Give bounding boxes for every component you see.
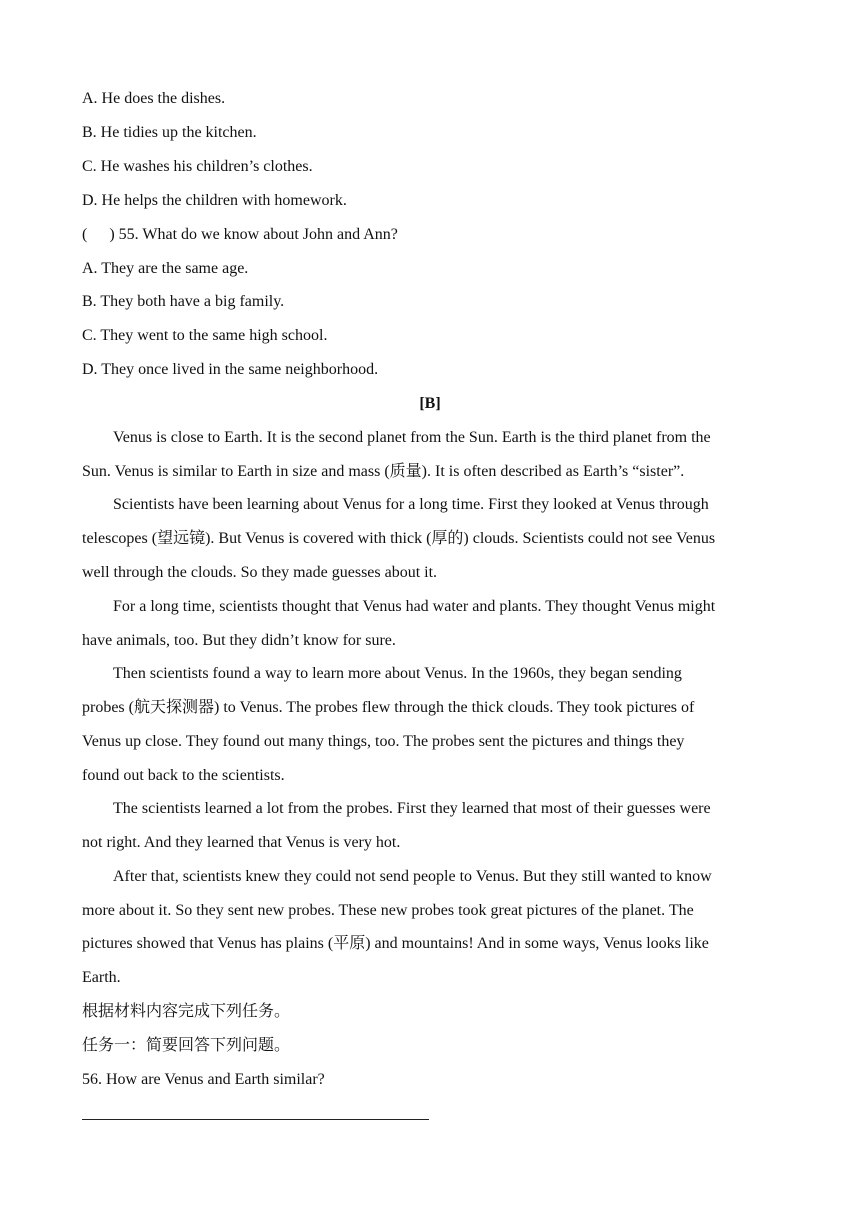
q54-option-c: C. He washes his children’s clothes. bbox=[82, 158, 313, 175]
q55-option-d: D. They once lived in the same neighborhood. bbox=[82, 361, 379, 378]
q54-option-d: D. He helps the children with homework. bbox=[82, 192, 347, 209]
passage-line: Sun. Venus is similar to Earth in size and mass (质量). It is often described as Earth’s “sister”. bbox=[82, 463, 685, 480]
passage-line: After that, scientists knew they could not send people to Venus. But they still wanted to know bbox=[113, 868, 712, 885]
q56-answer-line[interactable] bbox=[82, 1119, 429, 1120]
passage-line: Venus is close to Earth. It is the second planet from the Sun. Earth is the third planet from the bbox=[113, 429, 711, 446]
passage-line: pictures showed that Venus has plains (平原) and mountains! And in some ways, Venus looks like bbox=[82, 935, 709, 952]
q55-option-a: A. They are the same age. bbox=[82, 260, 249, 277]
passage-line: telescopes (望远镜). But Venus is covered with thick (厚的) clouds. Scientists could not see Venus bbox=[82, 530, 716, 547]
q55-question bbox=[82, 224, 398, 246]
q56-question: 56. How are Venus and Earth similar? bbox=[82, 1071, 325, 1088]
passage-line: not right. And they learned that Venus is very hot. bbox=[82, 834, 401, 851]
q55-option-b: B. They both have a big family. bbox=[82, 293, 285, 310]
passage-line: For a long time, scientists thought that Venus had water and plants. They thought Venus might bbox=[113, 598, 716, 615]
passage-line: have animals, too. But they didn’t know for sure. bbox=[82, 632, 396, 649]
q54-option-b: B. He tidies up the kitchen. bbox=[82, 124, 257, 141]
passage-line: found out back to the scientists. bbox=[82, 767, 285, 784]
passage-line: Then scientists found a way to learn more about Venus. In the 1960s, they began sending bbox=[113, 665, 682, 682]
task-intro: 根据材料内容完成下列任务。 bbox=[82, 1003, 291, 1020]
q55-option-c: C. They went to the same high school. bbox=[82, 327, 328, 344]
passage-line: Scientists have been learning about Venus for a long time. First they looked at Venus through bbox=[113, 496, 709, 513]
passage-line: more about it. So they sent new probes. These new probes took great pictures of the planet. The bbox=[82, 902, 694, 919]
passage-line: Earth. bbox=[82, 969, 121, 986]
passage-line: well through the clouds. So they made guesses about it. bbox=[82, 564, 438, 581]
passage-line: probes (航天探测器) to Venus. The probes flew through the thick clouds. They took pictures of bbox=[82, 699, 695, 716]
passage-line: Venus up close. They found out many things, too. The probes sent the pictures and things they bbox=[82, 733, 685, 750]
passage-line: The scientists learned a lot from the probes. First they learned that most of their guesses were bbox=[113, 800, 711, 817]
task-one-heading: 任务一：简要回答下列问题。 bbox=[82, 1037, 291, 1054]
answer-paren-close: ) bbox=[109, 226, 115, 243]
answer-paren-open: ( bbox=[82, 226, 88, 243]
q54-option-a: A. He does the dishes. bbox=[82, 90, 226, 107]
q55-question-text: 55. What do we know about John and Ann? bbox=[118, 226, 398, 243]
section-b-heading: [B] bbox=[419, 395, 441, 412]
